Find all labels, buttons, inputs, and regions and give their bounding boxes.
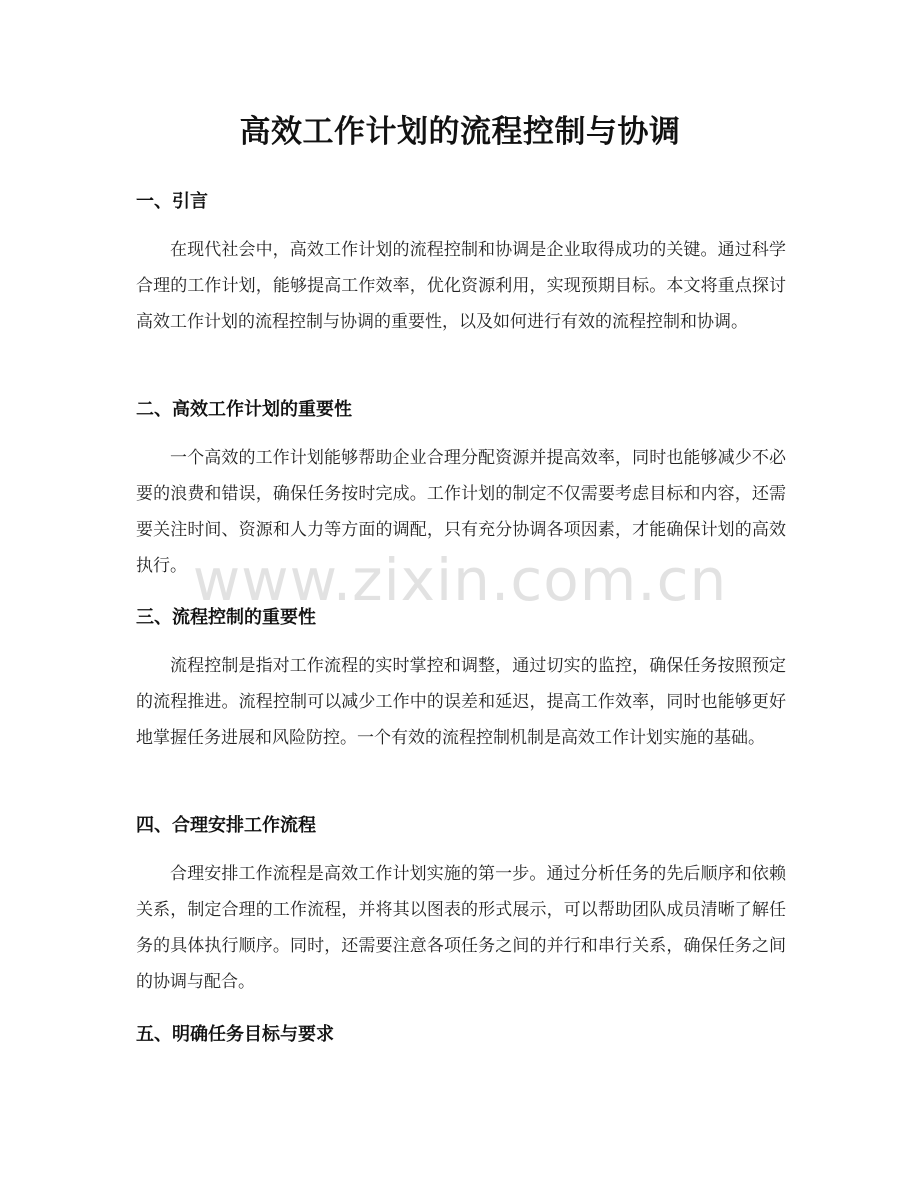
- section-paragraph-arrange-workflow: 合理安排工作流程是高效工作计划实施的第一步。通过分析任务的先后顺序和依赖关系，制定合理的工作流程，并将其以图表的形式展示，可以帮助团队成员清晰了解任务的具体执行顺序。同时，还需要注意各项任务之间的并行和串行关系，确保任务之间的协调与配合。: [136, 864, 786, 992]
- section-heading-plan-importance: 二、高效工作计划的重要性: [136, 399, 352, 420]
- section-heading-arrange-workflow: 四、合理安排工作流程: [136, 815, 316, 836]
- section-heading-process-control: 三、流程控制的重要性: [136, 607, 316, 628]
- watermark: www.zixin.com.cn: [192, 546, 728, 614]
- document-title: 高效工作计划的流程控制与协调: [239, 114, 681, 150]
- section-heading-task-goals: 五、明确任务目标与要求: [136, 1024, 334, 1045]
- section-paragraph-plan-importance: 一个高效的工作计划能够帮助企业合理分配资源并提高效率，同时也能够减少不必要的浪费和错误，确保任务按时完成。工作计划的制定不仅需要考虑目标和内容，还需要关注时间、资源和人力等方面的调配，只有充分协调各项因素，才能确保计划的高效执行。: [136, 448, 786, 576]
- section-paragraph-introduction: 在现代社会中，高效工作计划的流程控制和协调是企业取得成功的关键。通过科学合理的工作计划，能够提高工作效率，优化资源利用，实现预期目标。本文将重点探讨高效工作计划的流程控制与协调的重要性，以及如何进行有效的流程控制和协调。: [136, 240, 786, 332]
- section-paragraph-process-control: 流程控制是指对工作流程的实时掌控和调整，通过切实的监控，确保任务按照预定的流程推进。流程控制可以减少工作中的误差和延迟，提高工作效率，同时也能够更好地掌握任务进展和风险防控。一个有效的流程控制机制是高效工作计划实施的基础。: [136, 656, 786, 748]
- section-heading-introduction: 一、引言: [136, 191, 208, 212]
